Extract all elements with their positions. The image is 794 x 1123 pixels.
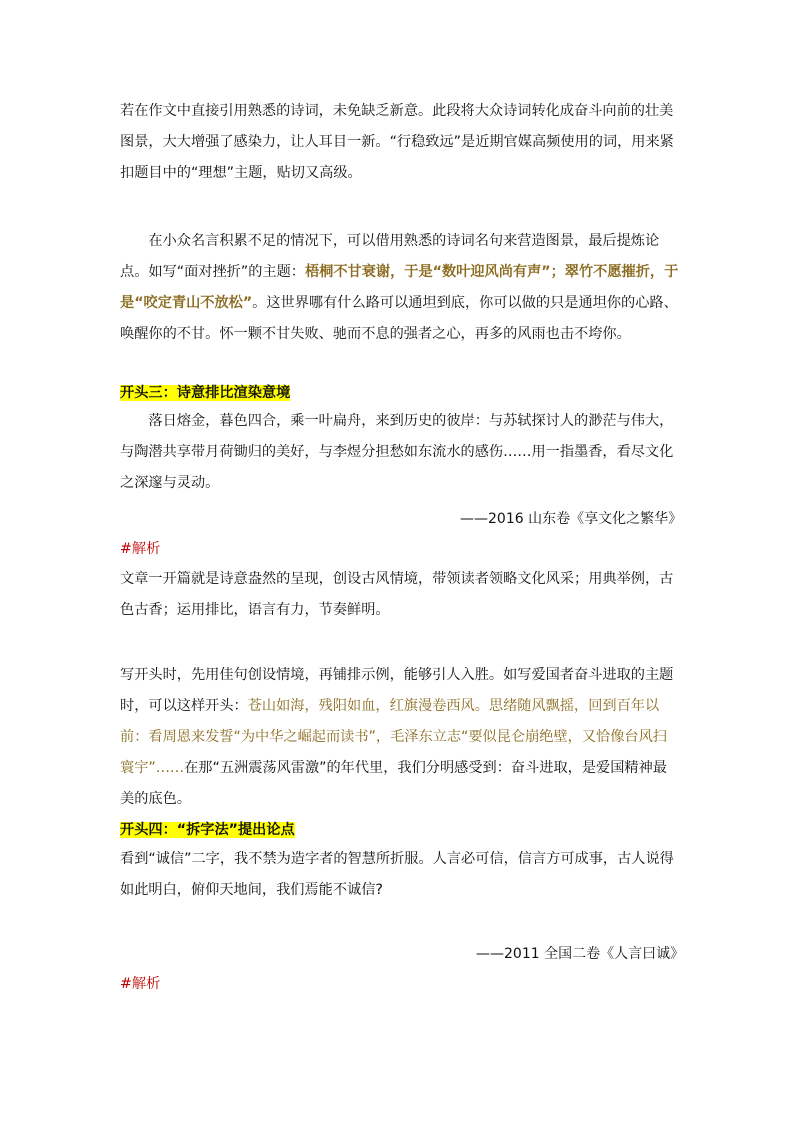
paragraph-analysis-1: 若在作文中直接引用熟悉的诗词，未免缺乏新意。此段将大众诗词转化成奋斗向前的壮美图景，大大增强了感染力，让人耳目一新。“行稳致远”是近期官媒高频使用的词，用来紧扣题目中的“理想”主题，贴切又高级。 (120, 103, 674, 181)
heading-opening-4-label: 开头四：“拆字法”提出论点 (120, 822, 295, 838)
source-2011: ——2011 全国二卷《人言曰诚》 (476, 946, 685, 962)
method-1-example: 梧桐不甘衰谢，于是“数叶迎风尚有声”；翠竹不愿摧折，于是“咬定青山不放松” (120, 264, 679, 311)
paragraph-analysis-2: 文章一开篇就是诗意盎然的呈现，创设古风情境，带领读者领略文化风采；用典举例，古色古香；运用排比，语言有力，节奏鲜明。 (120, 571, 674, 618)
heading-opening-4 (120, 815, 680, 846)
method-2-conclusion: 在那“五洲震荡风雷激”的年代里，我们分明感受到：奋斗进取，是爱国精神最美的底色。 (120, 760, 667, 807)
method-1-intro: 在小众名言积累不足的情况下，可以借用熟悉的诗词名句来营造图景，最后提炼论点。如写“面对挫折”的主题： (120, 233, 660, 280)
heading-opening-3 (120, 378, 680, 409)
paragraph-example-3: 落日熔金，暮色四合，乘一叶扁舟，来到历史的彼岸：与苏轼探讨人的渺茫与伟大，与陶潜共享带月荷锄归的美好，与李煜分担愁如东流水的感伤……用一指墨香，看尽文化之深邃与灵动。 (120, 413, 674, 491)
method-2-example: 苍山如海，残阳如血，红旗漫卷西风。思绪随风飘摇，回到百年以前：看周恩来发誓“为中华之崛起而读书”，毛泽东立志“要似昆仑崩绝壁，又恰像台风扫寰宇”…… (120, 698, 667, 776)
analysis-label-2: #解析 (120, 976, 161, 992)
method-1-example-tail: 。这世界哪有什么路可以通坦到底，你可以做的只是通坦你的心路、唤醒你的不甘。怀一颗不甘失败、驰而不息的强者之心，再多的风雨也击不垮你。 (120, 295, 678, 342)
heading-opening-3-label: 开头三：诗意排比渲染意境 (120, 385, 291, 401)
paragraph-method-1 (120, 226, 680, 350)
paragraph-example-4: 看到“诚信”二字，我不禁为造字者的智慧所折服。人言必可信，信言方可成事，古人说得如此明白，俯仰天地间，我们焉能不诚信? (120, 851, 674, 898)
analysis-label-1: #解析 (120, 541, 161, 557)
source-2016: ——2016 山东卷《享文化之繁华》 (460, 511, 683, 527)
method-2-intro: 写开头时，先用佳句创设情境，再铺排示例，能够引人入胜。如写爱国者奋斗进取的主题时，可以这样开头： (120, 667, 674, 714)
paragraph-method-2 (120, 660, 680, 815)
